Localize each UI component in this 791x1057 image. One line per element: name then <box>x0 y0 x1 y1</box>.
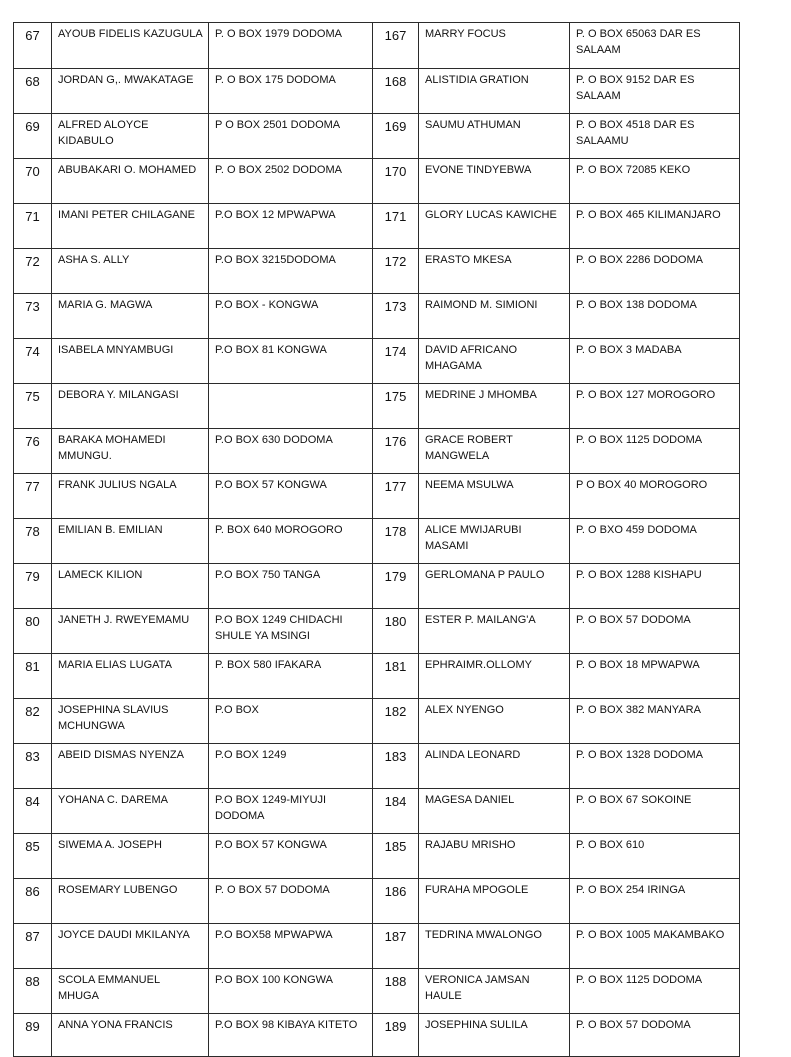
row-number-cell: 189 <box>373 1014 419 1057</box>
address-cell: P. O BOX 65063 DAR ES SALAAM <box>570 23 740 69</box>
row-number-cell: 182 <box>373 699 419 744</box>
name-cell: RAJABU MRISHO <box>419 834 570 879</box>
row-number-cell: 167 <box>373 23 419 69</box>
address-cell: P.O BOX 57 KONGWA <box>209 474 373 519</box>
name-cell: GRACE ROBERT MANGWELA <box>419 429 570 474</box>
table-row <box>14 384 740 429</box>
address-cell: P.O BOX - KONGWA <box>209 294 373 339</box>
row-number-cell: 68 <box>14 69 52 114</box>
table-row <box>14 159 740 204</box>
address-cell: P. O BOX 1005 MAKAMBAKO <box>570 924 740 969</box>
name-cell: JORDAN G,. MWAKATAGE <box>52 69 209 114</box>
table-row <box>14 564 740 609</box>
address-cell: P. BOX 640 MOROGORO <box>209 519 373 564</box>
table-row <box>14 654 740 699</box>
row-number-cell: 86 <box>14 879 52 924</box>
address-cell: P. O BOX 1288 KISHAPU <box>570 564 740 609</box>
table-row <box>14 1014 740 1057</box>
address-cell: P. O BXO 459 DODOMA <box>570 519 740 564</box>
address-cell: P.O BOX 1249 <box>209 744 373 789</box>
address-cell: P. O BOX 18 MPWAPWA <box>570 654 740 699</box>
address-cell: P.O BOX 3215DODOMA <box>209 249 373 294</box>
name-cell: JOYCE DAUDI MKILANYA <box>52 924 209 969</box>
address-cell: P. O BOX 2502 DODOMA <box>209 159 373 204</box>
address-cell: P O BOX 2501 DODOMA <box>209 114 373 159</box>
row-number-cell: 170 <box>373 159 419 204</box>
name-cell: ISABELA MNYAMBUGI <box>52 339 209 384</box>
address-cell: P. O BOX 57 DODOMA <box>570 609 740 654</box>
row-number-cell: 87 <box>14 924 52 969</box>
row-number-cell: 71 <box>14 204 52 249</box>
table-row <box>14 699 740 744</box>
name-cell: ALISTIDIA GRATION <box>419 69 570 114</box>
address-cell: P. O BOX 1328 DODOMA <box>570 744 740 789</box>
name-cell: MARRY FOCUS <box>419 23 570 69</box>
name-cell: JANETH J. RWEYEMAMU <box>52 609 209 654</box>
table-row <box>14 23 740 69</box>
address-cell: P.O BOX 750 TANGA <box>209 564 373 609</box>
name-cell: ABUBAKARI O. MOHAMED <box>52 159 209 204</box>
name-cell: BARAKA MOHAMEDI MMUNGU. <box>52 429 209 474</box>
address-cell: P. O BOX 138 DODOMA <box>570 294 740 339</box>
row-number-cell: 80 <box>14 609 52 654</box>
row-number-cell: 184 <box>373 789 419 834</box>
name-cell: EPHRAIMR.OLLOMY <box>419 654 570 699</box>
name-cell: ALEX NYENGO <box>419 699 570 744</box>
name-cell: ALICE MWIJARUBI MASAMI <box>419 519 570 564</box>
row-number-cell: 175 <box>373 384 419 429</box>
name-cell: ROSEMARY LUBENGO <box>52 879 209 924</box>
address-cell: P.O BOX 98 KIBAYA KITETO <box>209 1014 373 1057</box>
name-cell: TEDRINA MWALONGO <box>419 924 570 969</box>
row-number-cell: 177 <box>373 474 419 519</box>
table-body <box>14 23 740 1057</box>
row-number-cell: 84 <box>14 789 52 834</box>
row-number-cell: 79 <box>14 564 52 609</box>
name-cell: GLORY LUCAS KAWICHE <box>419 204 570 249</box>
row-number-cell: 75 <box>14 384 52 429</box>
name-cell: ANNA YONA FRANCIS <box>52 1014 209 1057</box>
table-row <box>14 609 740 654</box>
address-cell: P.O BOX 1249-MIYUJI DODOMA <box>209 789 373 834</box>
address-cell: P O BOX 40 MOROGORO <box>570 474 740 519</box>
row-number-cell: 171 <box>373 204 419 249</box>
row-number-cell: 187 <box>373 924 419 969</box>
table-row <box>14 924 740 969</box>
row-number-cell: 76 <box>14 429 52 474</box>
address-cell: P. O BOX 3 MADABA <box>570 339 740 384</box>
table-row <box>14 339 740 384</box>
name-cell: ABEID DISMAS NYENZA <box>52 744 209 789</box>
address-cell: P. O BOX 175 DODOMA <box>209 69 373 114</box>
row-number-cell: 188 <box>373 969 419 1014</box>
name-cell: EMILIAN B. EMILIAN <box>52 519 209 564</box>
row-number-cell: 72 <box>14 249 52 294</box>
row-number-cell: 169 <box>373 114 419 159</box>
row-number-cell: 67 <box>14 23 52 69</box>
row-number-cell: 173 <box>373 294 419 339</box>
row-number-cell: 178 <box>373 519 419 564</box>
name-cell: EVONE TINDYEBWA <box>419 159 570 204</box>
name-cell: MEDRINE J MHOMBA <box>419 384 570 429</box>
address-cell: P. O BOX 382 MANYARA <box>570 699 740 744</box>
address-cell: P. O BOX 9152 DAR ES SALAAM <box>570 69 740 114</box>
table-row <box>14 204 740 249</box>
name-cell: DAVID AFRICANO MHAGAMA <box>419 339 570 384</box>
address-cell: P. O BOX 465 KILIMANJARO <box>570 204 740 249</box>
name-cell: RAIMOND M. SIMIONI <box>419 294 570 339</box>
address-cell: P. O BOX 127 MOROGORO <box>570 384 740 429</box>
row-number-cell: 180 <box>373 609 419 654</box>
address-cell: P.O BOX 630 DODOMA <box>209 429 373 474</box>
name-cell: YOHANA C. DAREMA <box>52 789 209 834</box>
address-cell: P. O BOX 1979 DODOMA <box>209 23 373 69</box>
address-cell: P. O BOX 254 IRINGA <box>570 879 740 924</box>
table-row <box>14 834 740 879</box>
row-number-cell: 186 <box>373 879 419 924</box>
address-cell: P. O BOX 72085 KEKO <box>570 159 740 204</box>
address-cell: P.O BOX 12 MPWAPWA <box>209 204 373 249</box>
address-cell: P.O BOX 100 KONGWA <box>209 969 373 1014</box>
table-row <box>14 294 740 339</box>
address-cell: P. O BOX 67 SOKOINE <box>570 789 740 834</box>
name-cell: ASHA S. ALLY <box>52 249 209 294</box>
address-cell: P. O BOX 57 DODOMA <box>209 879 373 924</box>
table-row <box>14 519 740 564</box>
row-number-cell: 168 <box>373 69 419 114</box>
row-number-cell: 70 <box>14 159 52 204</box>
row-number-cell: 74 <box>14 339 52 384</box>
address-cell: P. O BOX 2286 DODOMA <box>570 249 740 294</box>
name-cell: IMANI PETER CHILAGANE <box>52 204 209 249</box>
name-cell: SIWEMA A. JOSEPH <box>52 834 209 879</box>
address-cell: P.O BOX <box>209 699 373 744</box>
name-cell: ALINDA LEONARD <box>419 744 570 789</box>
name-cell: MAGESA DANIEL <box>419 789 570 834</box>
row-number-cell: 83 <box>14 744 52 789</box>
name-cell: NEEMA MSULWA <box>419 474 570 519</box>
name-cell: AYOUB FIDELIS KAZUGULA <box>52 23 209 69</box>
row-number-cell: 179 <box>373 564 419 609</box>
table-row <box>14 114 740 159</box>
address-cell: P. O BOX 4518 DAR ES SALAAMU <box>570 114 740 159</box>
row-number-cell: 88 <box>14 969 52 1014</box>
address-cell: P. O BOX 1125 DODOMA <box>570 429 740 474</box>
row-number-cell: 185 <box>373 834 419 879</box>
row-number-cell: 69 <box>14 114 52 159</box>
table-row <box>14 249 740 294</box>
row-number-cell: 183 <box>373 744 419 789</box>
address-cell: P. O BOX 57 DODOMA <box>570 1014 740 1057</box>
name-cell: MARIA G. MAGWA <box>52 294 209 339</box>
address-cell: P.O BOX 57 KONGWA <box>209 834 373 879</box>
address-cell: P. BOX 580 IFAKARA <box>209 654 373 699</box>
row-number-cell: 89 <box>14 1014 52 1057</box>
table-row <box>14 429 740 474</box>
row-number-cell: 81 <box>14 654 52 699</box>
table-row <box>14 789 740 834</box>
member-table <box>13 22 740 1057</box>
name-cell: JOSEPHINA SULILA <box>419 1014 570 1057</box>
row-number-cell: 77 <box>14 474 52 519</box>
row-number-cell: 78 <box>14 519 52 564</box>
row-number-cell: 174 <box>373 339 419 384</box>
address-cell: P.O BOX 81 KONGWA <box>209 339 373 384</box>
table-row <box>14 969 740 1014</box>
address-cell: P. O BOX 610 <box>570 834 740 879</box>
table-row <box>14 69 740 114</box>
name-cell: ALFRED ALOYCE KIDABULO <box>52 114 209 159</box>
address-cell <box>209 384 373 429</box>
name-cell: DEBORA Y. MILANGASI <box>52 384 209 429</box>
row-number-cell: 176 <box>373 429 419 474</box>
name-cell: GERLOMANA P PAULO <box>419 564 570 609</box>
table-row <box>14 474 740 519</box>
row-number-cell: 85 <box>14 834 52 879</box>
row-number-cell: 181 <box>373 654 419 699</box>
address-cell: P. O BOX 1125 DODOMA <box>570 969 740 1014</box>
table-row <box>14 879 740 924</box>
name-cell: ERASTO MKESA <box>419 249 570 294</box>
address-cell: P.O BOX58 MPWAPWA <box>209 924 373 969</box>
name-cell: MARIA ELIAS LUGATA <box>52 654 209 699</box>
row-number-cell: 172 <box>373 249 419 294</box>
row-number-cell: 73 <box>14 294 52 339</box>
name-cell: SAUMU ATHUMAN <box>419 114 570 159</box>
name-cell: FURAHA MPOGOLE <box>419 879 570 924</box>
name-cell: FRANK JULIUS NGALA <box>52 474 209 519</box>
name-cell: SCOLA EMMANUEL MHUGA <box>52 969 209 1014</box>
name-cell: LAMECK KILION <box>52 564 209 609</box>
name-cell: ESTER P. MAILANG'A <box>419 609 570 654</box>
name-cell: VERONICA JAMSAN HAULE <box>419 969 570 1014</box>
table-row <box>14 744 740 789</box>
row-number-cell: 82 <box>14 699 52 744</box>
address-cell: P.O BOX 1249 CHIDACHI SHULE YA MSINGI <box>209 609 373 654</box>
name-cell: JOSEPHINA SLAVIUS MCHUNGWA <box>52 699 209 744</box>
